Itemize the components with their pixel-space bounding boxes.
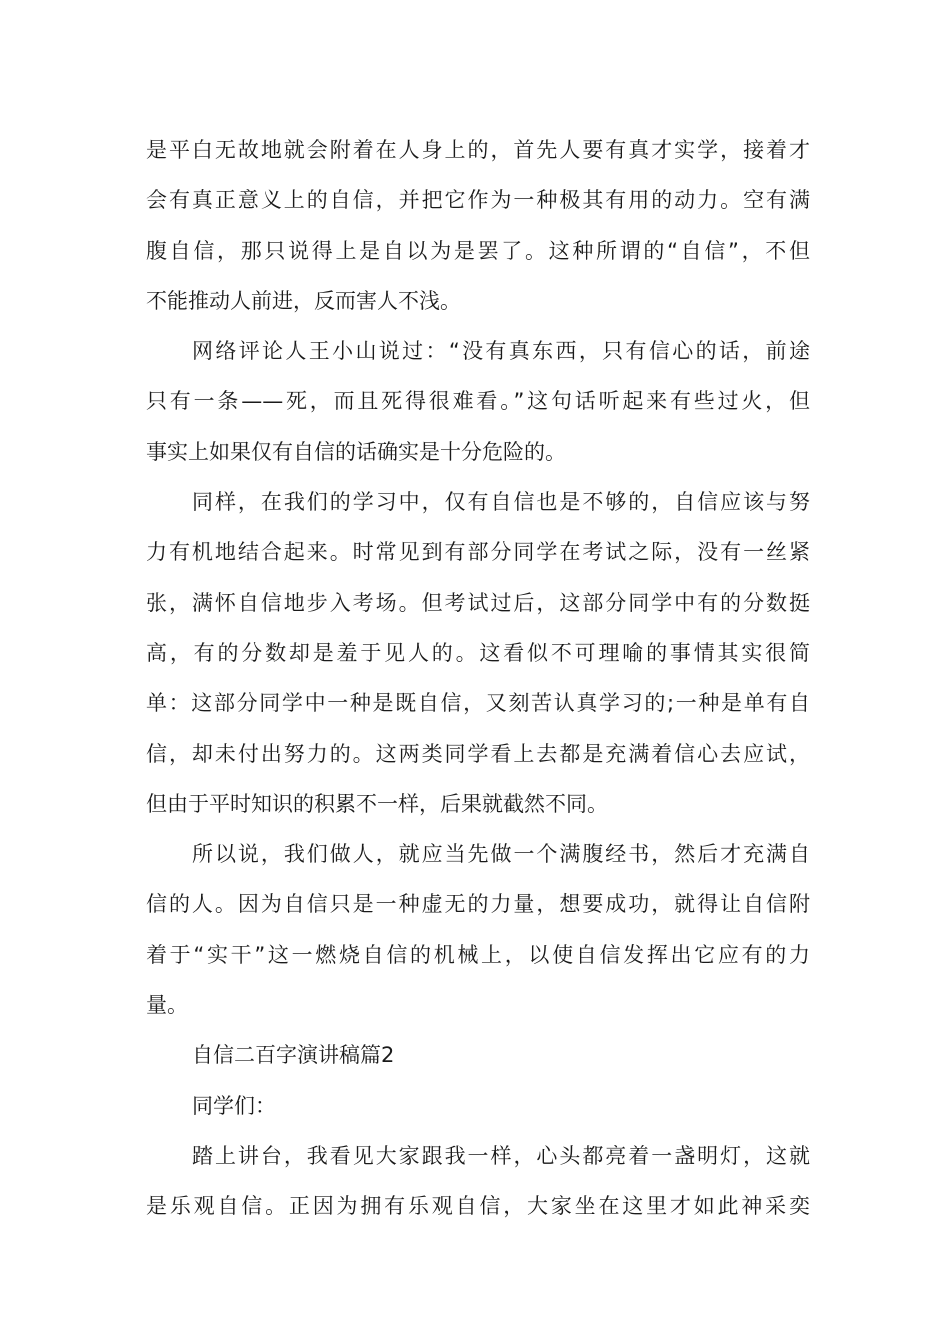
paragraph-line: 所以说，我们做人，就应当先做一个满腹经书，然后才充满自	[192, 842, 810, 867]
paragraph-line: 事实上如果仅有自信的话确实是十分危险的。	[146, 439, 566, 464]
paragraph-line: 是乐观自信。正因为拥有乐观自信，大家坐在这里才如此神采奕	[146, 1194, 810, 1219]
section-heading: 自信二百字演讲稿篇2	[192, 1043, 395, 1068]
paragraph-line: 信的人。因为自信只是一种虚无的力量，想要成功，就得让自信附	[146, 892, 810, 917]
paragraph-line: 网络评论人王小山说过：“没有真东西，只有信心的话，前途	[192, 339, 810, 364]
paragraph-line: 着于“实干”这一燃烧自信的机械上，以使自信发挥出它应有的力	[146, 942, 810, 967]
salutation: 同学们：	[192, 1093, 276, 1118]
document-body	[146, 125, 810, 1232]
paragraph-line: 单：这部分同学中一种是既自信，又刻苦认真学习的;一种是单有自	[146, 691, 810, 716]
paragraph-line: 腹自信，那只说得上是自以为是罢了。这种所谓的“自信”，不但	[146, 238, 810, 263]
paragraph-5	[146, 1131, 810, 1232]
paragraph-line: 量。	[146, 993, 188, 1018]
paragraph-line: 是平白无故地就会附着在人身上的，首先人要有真才实学，接着才	[146, 138, 810, 162]
paragraph-line: 高，有的分数却是羞于见人的。这看似不可理喻的事情其实很简	[146, 640, 810, 665]
paragraph-line: 会有真正意义上的自信，并把它作为一种极其有用的动力。空有满	[146, 188, 810, 213]
paragraph-line: 不能推动人前进，反而害人不浅。	[146, 288, 461, 313]
paragraph-2	[146, 326, 810, 477]
paragraph-line: 信，却未付出努力的。这两类同学看上去都是充满着信心去应试，	[146, 741, 810, 766]
paragraph-line: 力有机地结合起来。时常见到有部分同学在考试之际，没有一丝紧	[146, 540, 810, 565]
paragraph-line: 但由于平时知识的积累不一样，后果就截然不同。	[146, 791, 608, 816]
paragraph-4	[146, 829, 810, 1030]
paragraph-line: 只有一条——死，而且死得很难看。”这句话听起来有些过火，但	[146, 389, 810, 414]
paragraph-3	[146, 477, 810, 829]
paragraph-1	[146, 125, 810, 326]
paragraph-line: 同样，在我们的学习中，仅有自信也是不够的，自信应该与努	[192, 490, 810, 515]
paragraph-line: 张，满怀自信地步入考场。但考试过后，这部分同学中有的分数挺	[146, 590, 810, 615]
paragraph-line: 踏上讲台，我看见大家跟我一样，心头都亮着一盏明灯，这就	[192, 1143, 810, 1168]
